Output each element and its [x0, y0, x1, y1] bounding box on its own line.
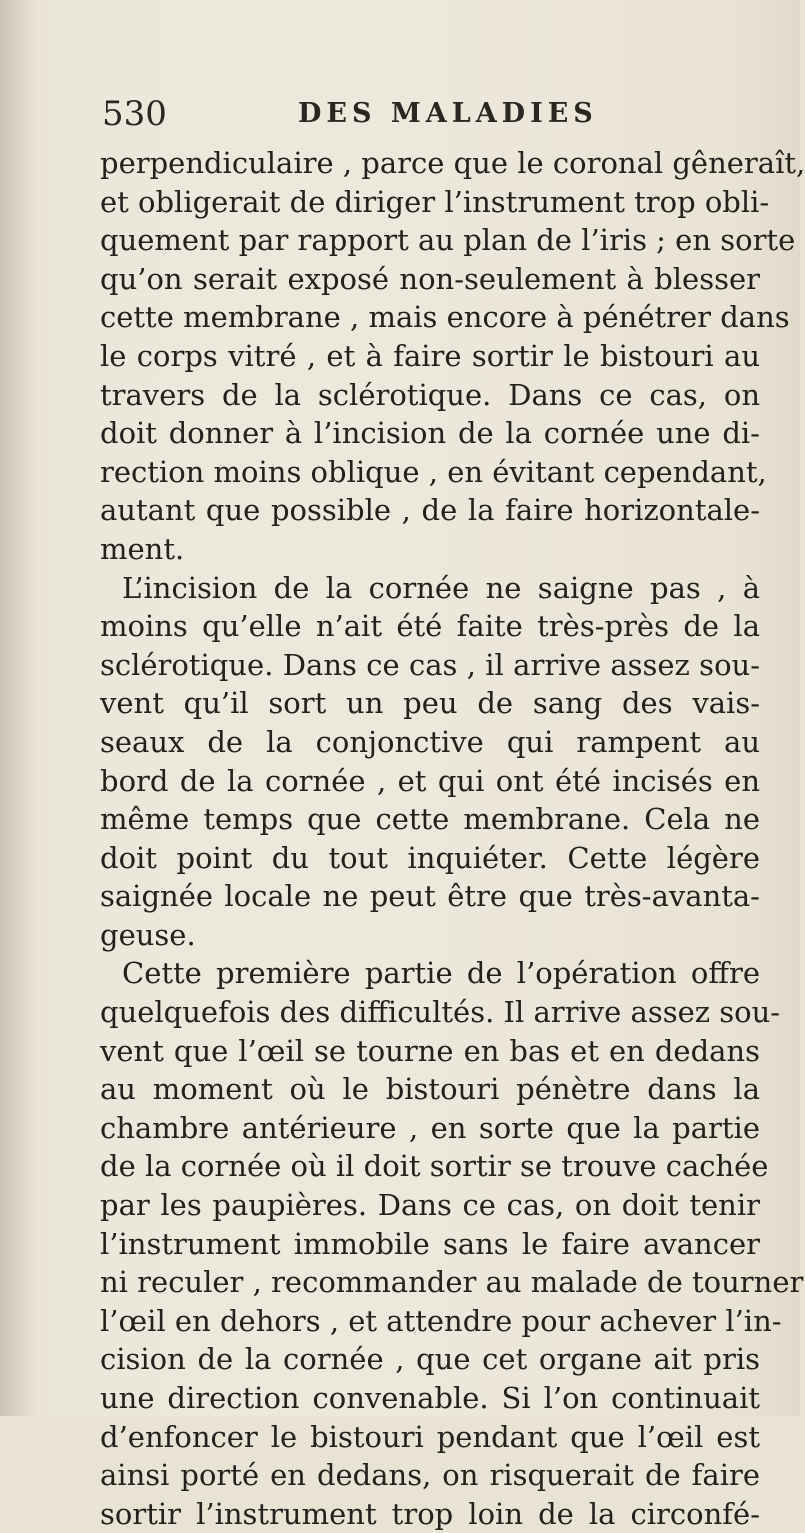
text-line: même temps que cette membrane. Cela ne — [100, 802, 760, 837]
text-line: au moment où le bistouri pénètre dans la — [100, 1072, 760, 1107]
page-header — [102, 94, 762, 138]
running-head: DES MALADIES — [298, 98, 598, 129]
text-line: L’incision de la cornée ne saigne pas , à — [122, 570, 760, 605]
text-line: d’enfoncer le bistouri pendant que l’œil est — [100, 1419, 760, 1454]
text-line: le corps vitré , et à faire sortir le bistouri au — [100, 338, 760, 373]
page-gutter-shadow — [0, 0, 36, 1416]
text-line: ainsi porté en dedans, on risquerait de faire — [100, 1458, 760, 1493]
text-line: vent qu’il sort un peu de sang des vais- — [100, 686, 760, 721]
text-line: travers de la sclérotique. Dans ce cas, on — [100, 377, 760, 412]
text-line: doit donner à l’incision de la cornée une di- — [100, 416, 760, 451]
text-line: perpendiculaire , parce que le coronal gêneraît, — [100, 146, 805, 180]
page-number: 530 — [102, 94, 167, 134]
text-line: moins qu’elle n’ait été faite très-près de la — [100, 609, 760, 644]
text-line: sortir l’instrument trop loin de la circonfé- — [100, 1496, 760, 1531]
text-line: et obligerait de diriger l’instrument trop obli- — [100, 184, 770, 219]
text-line: geuse. — [100, 917, 196, 952]
text-line: saignée locale ne peut être que très-avanta- — [100, 879, 760, 914]
text-line: ment. — [100, 531, 185, 566]
text-line: rection moins oblique , en évitant cependant, — [100, 454, 767, 489]
text-line: ni reculer , recommander au malade de tourner — [100, 1265, 804, 1300]
text-line: chambre antérieure , en sorte que la partie — [100, 1110, 760, 1145]
text-line: par les paupières. Dans ce cas, on doit tenir — [100, 1188, 760, 1223]
text-line: l’œil en dehors , et attendre pour achever l’in- — [100, 1303, 782, 1338]
text-line: bord de la cornée , et qui ont été incisés en — [100, 763, 760, 798]
text-line: doit point du tout inquiéter. Cette légère — [100, 840, 760, 875]
text-line: quement par rapport au plan de l’iris ; en sorte — [100, 223, 796, 258]
text-line: Cette première partie de l’opération offre — [122, 956, 760, 991]
text-line: de la cornée où il doit sortir se trouve cachée — [100, 1149, 769, 1184]
text-line: quelquefois des difficultés. Il arrive assez sou- — [100, 995, 781, 1030]
text-line: cision de la cornée , que cet organe ait pris — [100, 1342, 760, 1377]
text-line: vent que l’œil se tourne en bas et en dedans — [100, 1033, 760, 1068]
text-line: qu’on serait exposé non-seulement à blesser — [100, 261, 760, 296]
body-text — [100, 144, 805, 1533]
text-line: sclérotique. Dans ce cas , il arrive assez sou- — [100, 647, 760, 682]
text-line: cette membrane , mais encore à pénétrer dans — [100, 300, 790, 335]
text-line: autant que possible , de la faire horizontale- — [100, 493, 760, 528]
text-line: l’instrument immobile sans le faire avancer — [100, 1226, 760, 1261]
text-line: une direction convenable. Si l’on continuait — [100, 1381, 760, 1415]
text-line: seaux de la conjonctive qui rampent au — [100, 724, 760, 759]
